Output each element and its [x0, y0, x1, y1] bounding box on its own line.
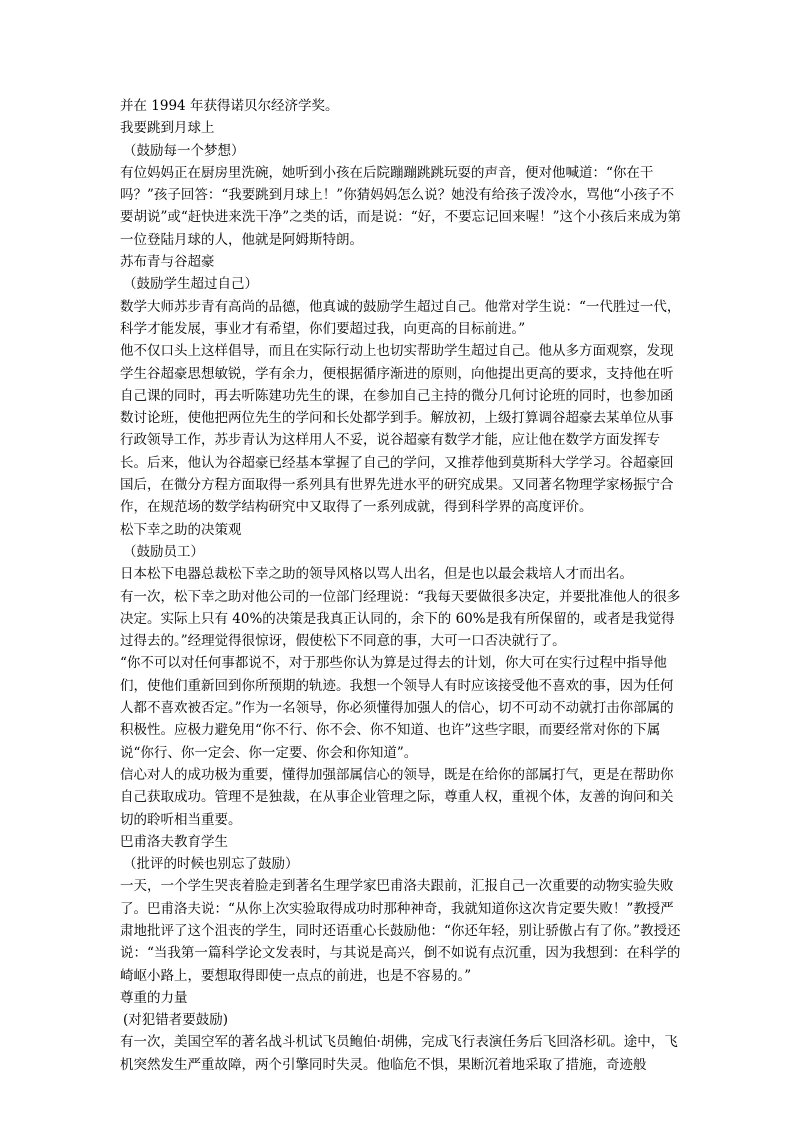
paragraph: 一天，一个学生哭丧着脸走到著名生理学家巴甫洛夫跟前，汇报自己一次重要的动物实验失败了。巴甫洛夫说：“从你上次实验取得成功时那种神奇，我就知道你这次肯定要失败！”教授严肃地批评了这个沮丧的学生，同时还语重心长鼓励他：“你还年轻，别让骄傲占有了你。”教授还说：“当我第一篇科学论文发表时，与其说是高兴，倒不如说有点沉重，因为我想到：在科学的崎岖小路上，要想取得即使一点点的前进，也是不容易的。” [120, 878, 681, 984]
paragraph: 他不仅口头上这样倡导，而且在实际行动上也切实帮助学生超过自己。他从多方面观察，发现学生谷超豪思想敏锐，学有余力，便根据循序渐进的原则，向他提出更高的要求，支持他在听自己课的同时，再去听陈建功先生的课，在参加自己主持的微分几何讨论班的同时，也参加函数讨论班，使他把两位先生的学问和长处都学到手。解放初，上级打算调谷超豪去某单位从事行政领导工作，苏步青认为这样用人不妥，说谷超豪有数学才能，应让他在数学方面发挥专长。后来，他认为谷超豪已经基本掌握了自己的学问，又推荐他到莫斯科大学学习。谷超豪回国后，在微分方程方面取得一系列具有世界先进水平的研究成果。又同著名物理学家杨振宁合作，在规范场的数学结构研究中又取得了一系列成就，得到科学界的高度评价。 [120, 343, 674, 516]
section-heading: 我要跳到月球上 [120, 120, 215, 137]
paragraph: 并在 1994 年获得诺贝尔经济学奖。 [120, 98, 339, 114]
section-subtitle: （鼓励员工） [123, 543, 204, 560]
section-heading: 尊重的力量 [120, 989, 188, 1006]
paragraph: “你不可以对任何事都说不，对于那些你认为算是过得去的计划，你大可在实行过程中指导他们，使他们重新回到你所预期的轨迹。我想一个领导人有时应该接受他不喜欢的事，因为任何人都不喜欢被否定。”作为一名领导，你必须懂得加强人的信心，切不可动不动就打击你部属的积极性。应极力避免用“你不行、你不会、你不知道、也许”这些字眼，而要经常对你的下属说“你行、你一定会、你一定要、你会和你知道”。 [120, 655, 674, 761]
section-subtitle: (对犯错者要鼓励) [123, 1012, 229, 1029]
section-subtitle: （鼓励学生超过自己） [123, 276, 258, 293]
section-heading: 巴甫洛夫教育学生 [120, 833, 228, 850]
paragraph: 日本松下电器总裁松下幸之助的领导风格以骂人出名，但是也以最会栽培人才而出名。 [120, 566, 633, 583]
paragraph: 有位妈妈正在厨房里洗碗，她听到小孩在后院蹦蹦跳跳玩耍的声音，便对他喊道：“你在干吗？”孩子回答：“我要跳到月球上！”你猜妈妈怎么说？她没有给孩子泼冷水，骂他“小孩子不要胡说”或“赶快进来洗干净”之类的话，而是说：“好，不要忘记回来喔！”这个小孩后来成为第一位登陆月球的人，他就是阿姆斯特朗。 [120, 164, 682, 248]
paragraph: 有一次，美国空军的著名战斗机试飞员鲍伯·胡佛，完成飞行表演任务后飞回洛杉矶。途中，飞机突然发生严重故障，两个引擎同时失灵。他临危不惧，果断沉着地采取了措施，奇迹般 [120, 1034, 678, 1073]
section-heading: 苏布青与谷超豪 [120, 254, 215, 271]
paragraph: 数学大师苏步青有高尚的品德，他真诚的鼓励学生超过自己。他常对学生说：“一代胜过一代，科学才能发展，事业才有希望，你们要超过我，向更高的目标前进。” [120, 298, 681, 337]
paragraph: 有一次，松下幸之助对他公司的一位部门经理说：“我每天要做很多决定，并要批准他人的很多决定。实际上只有 40%的决策是我真正认同的，余下的 60%是我有所保留的，或者是我觉得过得去的。”经理觉得很惊讶，假使松下不同意的事，大可一口否决就行了。 [120, 588, 681, 650]
paragraph: 信心对人的成功极为重要，懂得加强部属信心的领导，既是在给你的部属打气，更是在帮助你自己获取成功。管理不是独裁，在从事企业管理之际，尊重人权，重视个体，友善的询问和关切的聆听相当重要。 [120, 766, 674, 828]
section-subtitle: （批评的时候也别忘了鼓励） [123, 856, 299, 873]
section-subtitle: （鼓励每一个梦想） [123, 142, 245, 159]
document-page [120, 95, 682, 1076]
section-heading: 松下幸之助的决策观 [120, 521, 242, 538]
